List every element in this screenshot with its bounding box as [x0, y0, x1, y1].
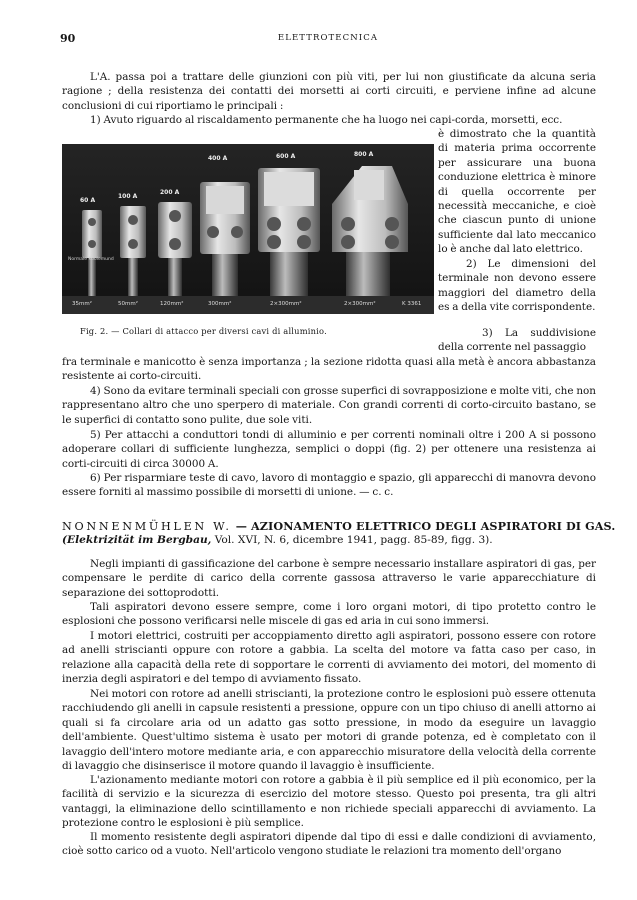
- intro-paragraph: [62, 70, 596, 113]
- top-label-3: 200 A: [160, 189, 180, 196]
- aluminium-collars-illustration: [62, 144, 434, 314]
- point-1-lead: [62, 113, 596, 127]
- bottom-label-3: 120mm²: [160, 301, 184, 307]
- corner-mark: K 3361: [402, 301, 422, 307]
- article-2-source: [62, 534, 493, 546]
- article-2-paragraph-5-text: L'azionamento mediante motori con rotore a gabbia è il più semplice ed il più economico, per la facilità di servizio e la sicurezza di esercizio del motore stesso. Questo poi presenta, tra gli altri vantaggi, la eliminazione dello scintillamento e non richiede speciali apparecchi di avviamento. La protezione contro le esplosioni è più semplice.: [62, 774, 596, 830]
- source-journal: (Elektrizität im Bergbau,: [62, 534, 212, 546]
- article-2-paragraph-2-text: Tali aspiratori devono essere sempre, come i loro organi motori, di tipo protetto contro le esplosioni che possono verificarsi nelle miscele di gas ed aria in cui sono immersi.: [62, 601, 596, 628]
- page-number: 90: [60, 32, 76, 45]
- point-3-rest-text: fra terminale e manicotto è senza importanza ; la sezione ridotta quasi alla metà è ancora abbastanza resistente ai corto-circuiti.: [62, 356, 596, 383]
- article-2-paragraph-3: [62, 629, 596, 687]
- side-column-text: [438, 127, 596, 257]
- side-label: Normale Koolemund: [68, 257, 114, 262]
- source-details: Vol. XVI, N. 6, dicembre 1941, pagg. 85-89, figg. 3).: [214, 534, 493, 546]
- article-2-paragraph-4: [62, 687, 596, 773]
- article-2-title: [62, 519, 616, 533]
- point-5-text: 5) Per attacchi a conduttori tondi di alluminio e per correnti nominali oltre i 200 A si possono adoperare collari di sufficiente lunghezza, semplici o doppi (fig. 2) per ottenere una resistenza ai corti-circuiti di circa 30000 A.: [62, 429, 596, 470]
- top-label-5: 600 A: [276, 153, 296, 160]
- running-header: [60, 32, 596, 48]
- point-6-text: 6) Per risparmiare teste di cavo, lavoro di montaggio e spazio, gli apparecchi di manovra devono essere forniti al massimo possibile di morsetti di unione. — c. c.: [62, 472, 596, 499]
- article-2-paragraph-4-text: Nei motori con rotore ad anelli striscianti, la protezione contro le esplosioni può essere ottenuta racchiudendo gli anelli in capsule resistenti a pressione, oppure con un tipo chiuso di anelli attorno ai quali si fa circolare aria od un adatto gas sotto pressione, in modo da eseguire un lavaggio dell'ambiente. Quest'ultimo sistema è usato per motori di grande potenza, ed è completato con il lavaggio dell'intero motore mediante aria, e con apparecchio misuratore della velocità della corrente di lavaggio che disinserisce il motore quando il lavaggio è insufficiente.: [62, 688, 596, 773]
- point-3-continuation: [62, 355, 596, 384]
- running-title: ELETTROTECNICA: [277, 33, 379, 43]
- article-2-paragraph-6-text: Il momento resistente degli aspiratori dipende dal tipo di essi e dalle condizioni di avviamento, cioè sotto carico od a vuoto. Nell'articolo vengono studiate le relazioni tra momento dell'organo: [62, 831, 596, 858]
- bottom-label-5: 2×300mm²: [270, 301, 302, 307]
- top-label-4: 400 A: [208, 155, 228, 162]
- article-2-paragraph-6: [62, 830, 596, 859]
- point-6-paragraph: [62, 471, 596, 500]
- article-2-paragraph-3-text: I motori elettrici, costruiti per accoppiamento diretto agli aspiratori, possono essere con rotore ad anelli striscianti oppure con rotore a gabbia. La scelta del motore va fatta caso per caso, in relazione alla capacità della rete di sopportare le correnti di avviamento dei motori, del momento di inerzia degli aspiratori e del tempo di avviamento fissato.: [62, 630, 596, 686]
- point-3-side: [438, 326, 596, 355]
- bottom-label-2: 50mm²: [118, 301, 138, 307]
- top-label-2: 100 A: [118, 193, 138, 200]
- point-4-text: 4) Sono da evitare terminali speciali con grosse superfici di sovrapposizione e molte viti, che non rappresentano altro che uno sperpero di materiale. Con grandi correnti di corto-circuito bastano, se le superfici di contatto sono pulite, due sole viti.: [62, 385, 596, 426]
- point-5-paragraph: [62, 428, 596, 471]
- article-2-paragraph-2: [62, 600, 596, 629]
- figure-2-photo: [62, 144, 434, 314]
- point-4-paragraph: [62, 384, 596, 427]
- article-2-title-text: — AZIONAMENTO ELETTRICO DEGLI ASPIRATORI DI GAS.: [235, 519, 616, 533]
- article-2-paragraph-5: [62, 773, 596, 831]
- point-1-lead-text: 1) Avuto riguardo al riscaldamento permanente che ha luogo nei capi-corda, morsetti, ecc.: [90, 114, 563, 126]
- figure-caption: Fig. 2. — Collari di attacco per diversi cavi di alluminio.: [80, 326, 327, 336]
- point-2-text: 2) Le dimensioni del terminale non devono essere maggiori del diametro della es a della vite corrispondente.: [438, 258, 596, 314]
- point-2-paragraph: [438, 257, 596, 315]
- top-label-1: 60 A: [80, 197, 96, 204]
- article-2-author: NONNENMÜHLEN W.: [62, 520, 232, 533]
- article-2-paragraph-1: [62, 557, 596, 600]
- bottom-label-6: 2×300mm²: [344, 301, 376, 307]
- point-3-side-text: 3) La suddivisione della corrente nel passaggio: [438, 327, 596, 354]
- side-text: è dimostrato che la quantità di materia prima occorrente per assicurare una buona conduzione elettrica è minore di quella occorrente per necessità meccaniche, e cioè che ciascun punto di unione sufficiente dal lato meccanico lo è anche dal lato elettrico.: [438, 128, 596, 256]
- article-2-paragraph-1-text: Negli impianti di gassificazione del carbone è sempre necessario installare aspiratori di gas, per compensare le perdite di carico della corrente gassosa attraverso le varie apparecchiature di separazione dei sottoprodotti.: [62, 558, 596, 599]
- top-label-6: 800 A: [354, 151, 374, 158]
- bottom-label-1: 35mm²: [72, 301, 92, 307]
- bottom-label-4: 300mm²: [208, 301, 232, 307]
- intro-text: L'A. passa poi a trattare delle giunzioni con più viti, per lui non giustificate da alcuna seria ragione ; della resistenza dei contatti dei morsetti ai corti circuiti, e perviene infine ad alcune conclusioni di cui riportiamo le principali :: [62, 71, 596, 112]
